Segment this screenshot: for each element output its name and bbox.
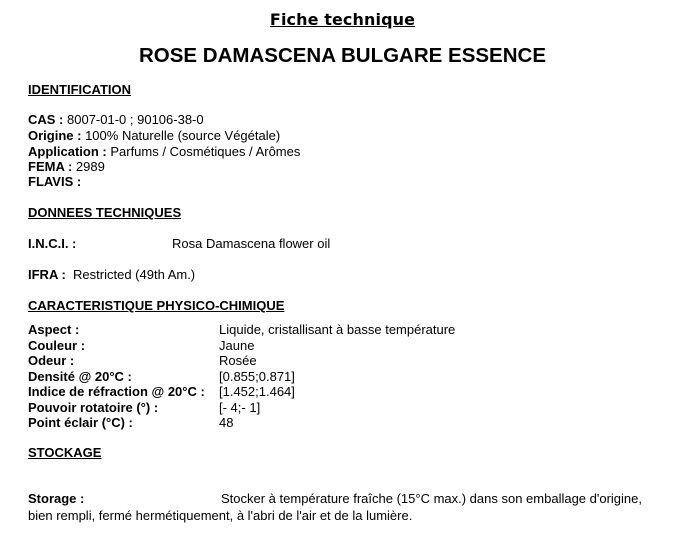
field-value: [0.855;0.871] — [219, 369, 295, 384]
field-label: Couleur : — [28, 338, 86, 353]
document-title: Fiche technique — [269, 10, 416, 29]
physico-row-eclair — [28, 415, 685, 431]
ifra-value: Restricted (49th Am.) — [73, 267, 196, 282]
field-label: FLAVIS : — [28, 174, 82, 189]
field-value: 48 — [219, 415, 234, 430]
physico-heading: CARACTERISTIQUE PHYSICO-CHIMIQUE — [28, 298, 285, 313]
field-label: CAS : — [28, 112, 64, 127]
field-label: Origine : — [28, 128, 82, 143]
ifra-row — [28, 267, 195, 282]
field-label: Pouvoir rotatoire (°) : — [28, 400, 159, 415]
field-label: Aspect : — [28, 322, 80, 337]
ifra-label: IFRA : — [28, 267, 66, 282]
identification-heading: IDENTIFICATION — [28, 82, 132, 97]
storage-label: Storage : — [28, 491, 85, 506]
identification-field-flavis — [28, 174, 81, 189]
inci-label: I.N.C.I. : — [28, 236, 77, 251]
field-value: [1.452;1.464] — [219, 384, 295, 399]
storage-value-continued: bien rempli, fermé hermétiquement, à l'abri de l'air et de la lumière. — [28, 508, 413, 523]
storage-block — [28, 490, 668, 524]
field-value: Jaune — [219, 338, 255, 353]
physico-row-densite — [28, 369, 685, 385]
field-value: 2989 — [75, 159, 105, 174]
field-value: Parfums / Cosmétiques / Arômes — [110, 144, 301, 159]
inci-row — [28, 236, 685, 252]
physico-row-couleur — [28, 338, 685, 354]
field-label: Odeur : — [28, 353, 75, 368]
physico-row-rotatoire — [28, 400, 685, 416]
physico-row-refraction — [28, 384, 685, 400]
identification-field-fema — [28, 159, 105, 174]
technical-heading: DONNEES TECHNIQUES — [28, 205, 182, 220]
field-value: Rosée — [219, 353, 257, 368]
field-label: FEMA : — [28, 159, 73, 174]
storage-heading: STOCKAGE — [28, 445, 102, 460]
field-label: Densité @ 20°C : — [28, 369, 132, 384]
identification-field-cas — [28, 112, 204, 127]
field-label: Point éclair (°C) : — [28, 415, 133, 430]
product-name: ROSE DAMASCENA BULGARE ESSENCE — [138, 44, 546, 67]
inci-value: Rosa Damascena flower oil — [172, 236, 331, 251]
field-label: Application : — [28, 144, 107, 159]
field-value: 8007-01-0 ; 90106-38-0 — [67, 112, 204, 127]
field-value: Liquide, cristallisant à basse température — [219, 322, 456, 337]
physico-row-aspect — [28, 322, 685, 338]
identification-field-application — [28, 144, 300, 159]
field-value: [- 4;- 1] — [219, 400, 261, 415]
field-value: 100% Naturelle (source Végétale) — [85, 128, 281, 143]
field-label: Indice de réfraction @ 20°C : — [28, 384, 205, 399]
identification-field-origine — [28, 128, 280, 143]
physico-row-odeur — [28, 353, 685, 369]
storage-value: Stocker à température fraîche (15°C max.) dans son emballage d'origine, — [221, 491, 643, 506]
storage-first-line — [28, 490, 668, 507]
